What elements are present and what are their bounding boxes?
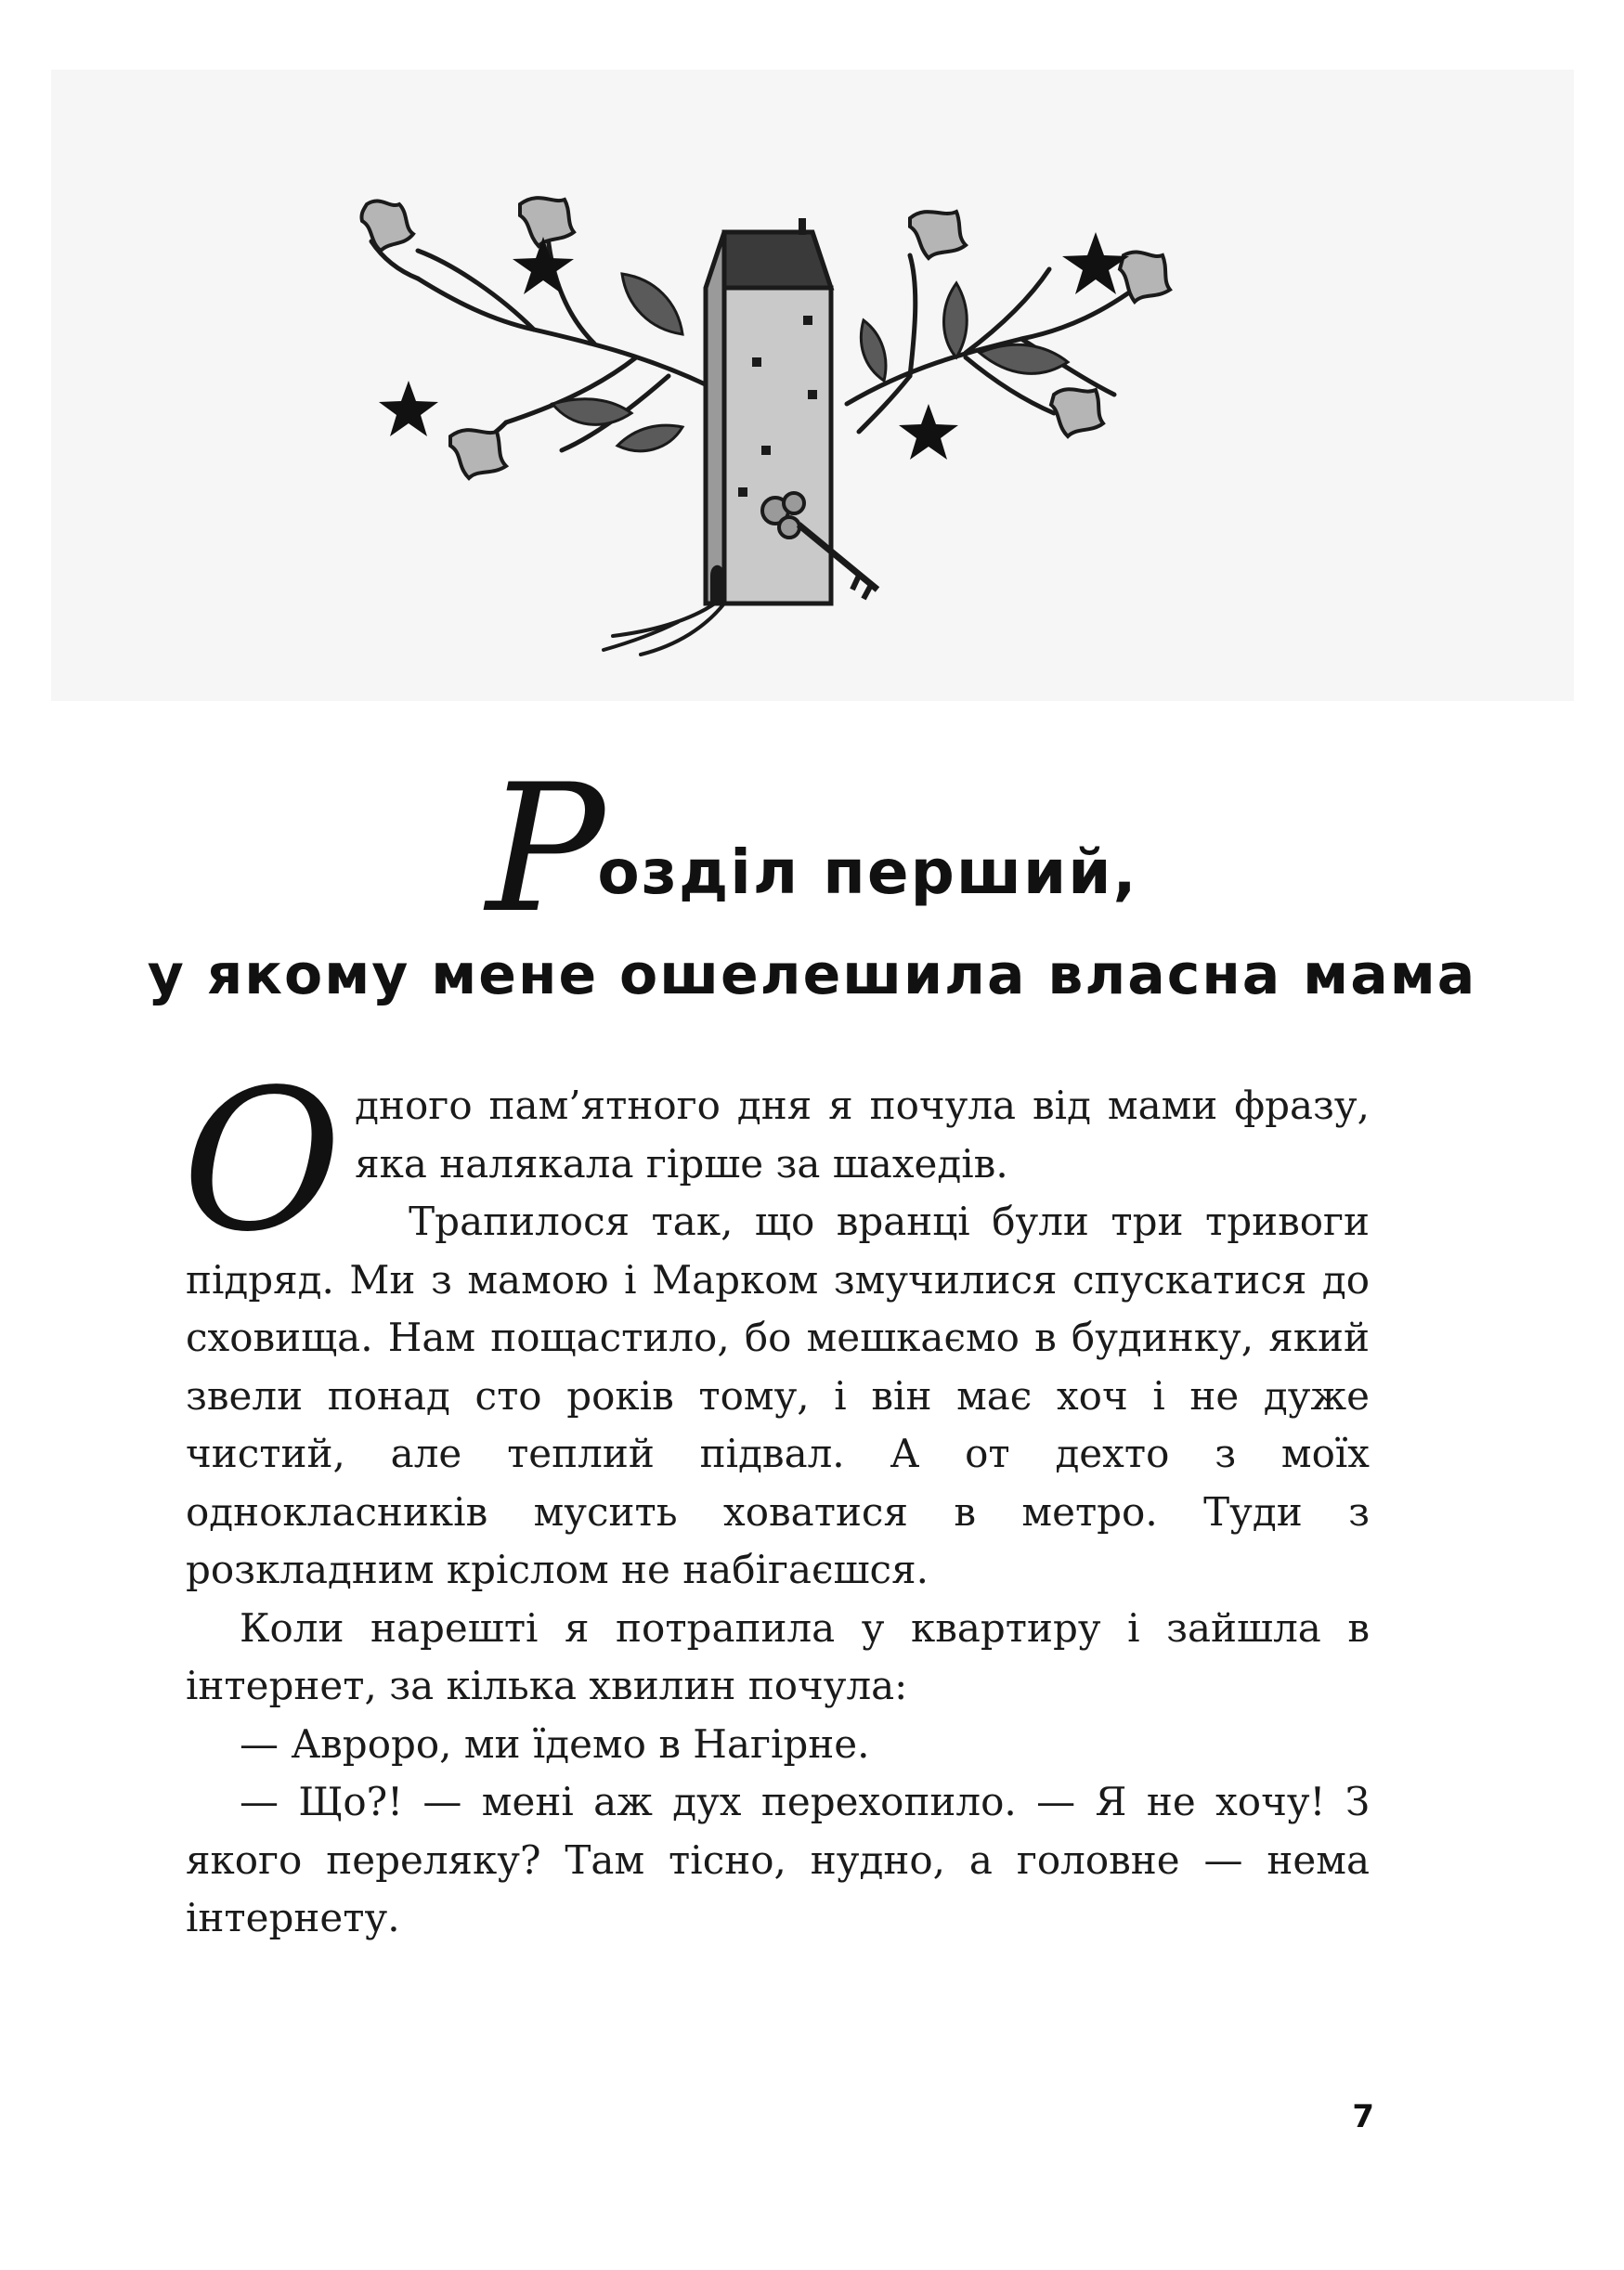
- paragraph-1: [182, 1047, 1370, 1275]
- drop-cap: О: [182, 1047, 343, 1275]
- chapter-title: [0, 746, 1624, 952]
- paragraph-3: Коли нарешті я потрапила у квартиру і зайшла в інтернет, за кілька хвилин почула:: [186, 1604, 1370, 1708]
- chapter-illustration: [316, 167, 1244, 687]
- chapter-subtitle: у якому мене ошелешила власна мама: [147, 942, 1477, 1007]
- chapter-title-initial: Р: [486, 746, 607, 952]
- page-number: 7: [1352, 2098, 1374, 2135]
- chapter-title-rest: озділ перший,: [597, 837, 1138, 908]
- paragraph-1-text: дного пам’ятного дня я почула від мами фразу, яка налякала гірше за шахедів.: [355, 1083, 1370, 1187]
- paragraph-4: — Авроро, ми їдемо в Нагірне.: [240, 1720, 870, 1767]
- body-text: [182, 1047, 1370, 1948]
- house-icon: [706, 218, 831, 603]
- roots-icon: [604, 603, 724, 655]
- paragraph-5: — Що?! — мені аж дух перехопило. — Я не хочу! З якого переляку? Там тісно, нудно, а головне — нема інтернету.: [186, 1779, 1370, 1940]
- paragraph-2: Трапилося так, що вранці були три тривоги підряд. Ми з мамою і Марком змучилися спускатися до сховища. Нам пощастило, бо мешкаємо в будинку, який звели понад сто років тому, і він має хоч і не дуже чистий, але теплий підвал. А от дехто з моїх однокласників мусить ховатися в метро. Туди з розкладним кріслом не набігаєшся.: [186, 1199, 1370, 1592]
